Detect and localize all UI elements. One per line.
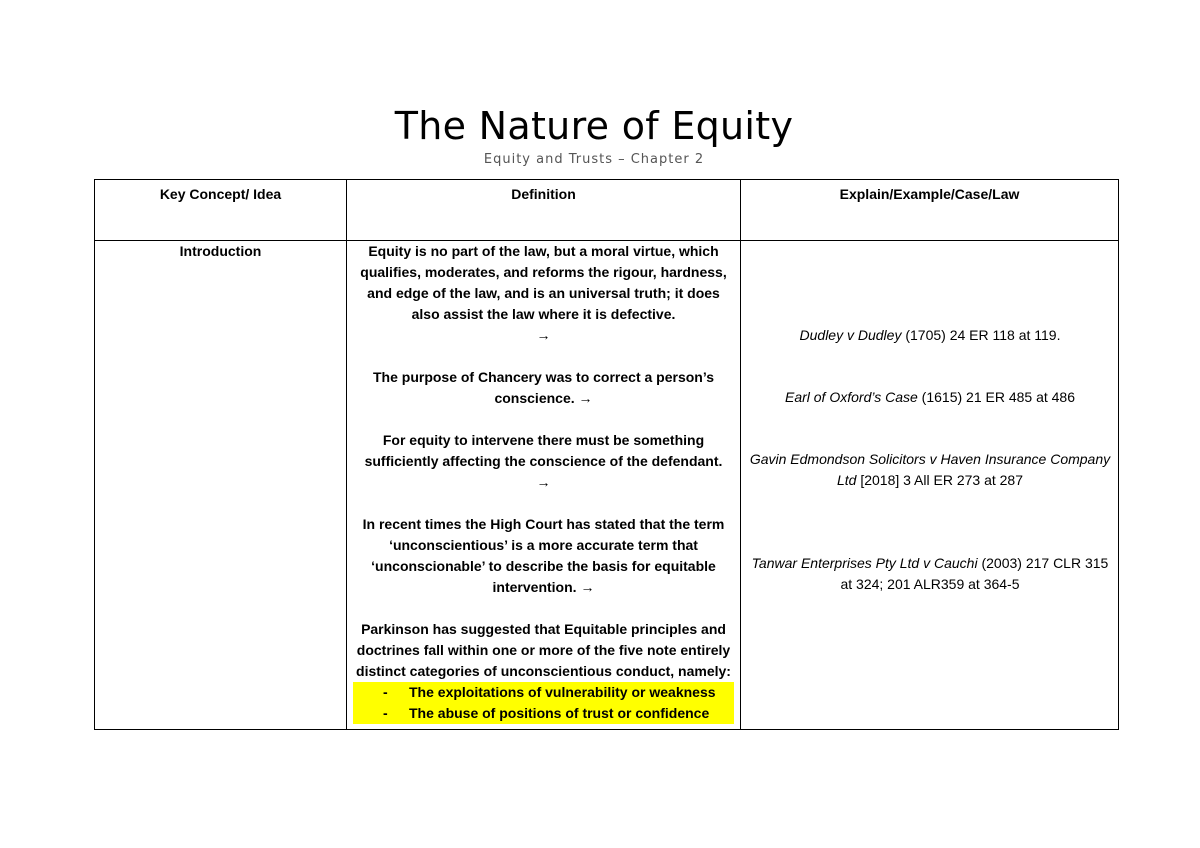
definition-text: Equity is no part of the law, but a moral virtue, which qualifies, moderates, and reforms the rigour, hardness, and edge of the law, and is an universal truth; it does also assist the law where it is defective.	[360, 243, 727, 322]
definition-paragraph	[353, 514, 734, 598]
case-ref: (1705) 24 ER 118 at 119.	[901, 327, 1061, 343]
case-name: Dudley v Dudley	[799, 327, 902, 343]
header-definition: Definition	[347, 180, 741, 241]
case-ref: [2018] 3 All ER 273 at 287	[856, 472, 1024, 488]
table-row	[95, 241, 1119, 730]
case-citation	[747, 325, 1113, 346]
header-key-concept: Key Concept/ Idea	[95, 180, 347, 241]
cases-cell	[741, 241, 1119, 730]
equity-table	[94, 179, 1119, 730]
case-citation	[747, 387, 1113, 408]
concept-label: Introduction	[179, 243, 262, 259]
definition-text: For equity to intervene there must be something sufficiently affecting the conscience of the defendant.	[364, 432, 723, 469]
case-name: Gavin Edmondson Solicitors v Haven Insurance Company Ltd	[749, 451, 1111, 488]
definition-paragraph	[353, 430, 734, 493]
arrow-icon: →	[580, 579, 595, 595]
arrow-icon: →	[536, 474, 551, 490]
case-name: Tanwar Enterprises Pty Ltd v Cauchi	[751, 555, 978, 571]
document-title: The Nature of Equity	[394, 104, 794, 148]
definition-text: In recent times the High Court has stated that the term ‘unconscientious’ is a more accurate term that ‘unconscionable’ to describe the basis for equitable intervention.	[362, 516, 725, 595]
category-text: The exploitations of vulnerability or weakness	[409, 684, 716, 700]
document-subtitle: Equity and Trusts – Chapter 2	[483, 152, 705, 167]
definition-paragraph	[353, 619, 734, 682]
list-item	[353, 703, 734, 724]
definition-text: The purpose of Chancery was to correct a person’s conscience.	[372, 369, 715, 406]
arrow-icon: →	[536, 327, 551, 343]
case-citation	[747, 553, 1113, 595]
case-ref: (1615) 21 ER 485 at 486	[917, 389, 1076, 405]
definition-paragraph	[353, 241, 734, 346]
header-explain: Explain/Example/Case/Law	[741, 180, 1119, 241]
arrow-icon: →	[578, 390, 593, 406]
definition-text: Parkinson has suggested that Equitable principles and doctrines fall within one or more of the five note entirely distinct categories of unconscientious conduct, namely:	[356, 621, 731, 679]
definition-cell	[347, 241, 741, 730]
category-text: The abuse of positions of trust or confidence	[409, 705, 710, 721]
list-item	[353, 682, 734, 703]
definition-paragraph	[353, 367, 734, 409]
table-header-row	[95, 180, 1119, 241]
case-citation	[747, 449, 1113, 491]
case-ref: (2003) 217 CLR 315 at 324; 201 ALR359 at 364-5	[840, 555, 1109, 592]
categories-list	[353, 682, 734, 724]
concept-cell	[95, 241, 347, 730]
case-name: Earl of Oxford’s Case	[784, 389, 918, 405]
